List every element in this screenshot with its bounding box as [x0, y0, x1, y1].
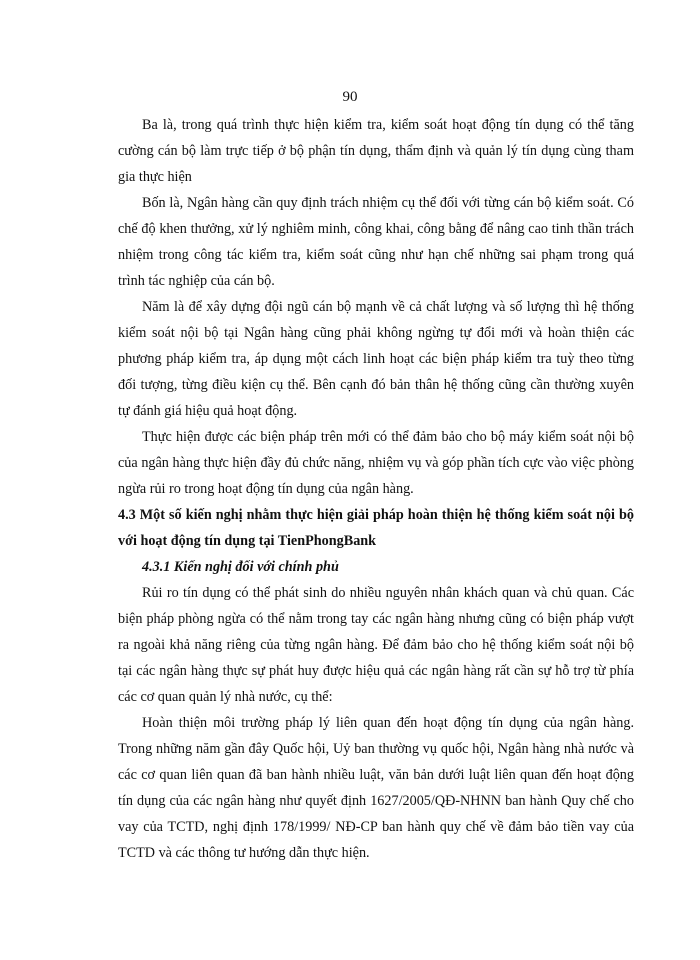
paragraph-1: Ba là, trong quá trình thực hiện kiểm tra, kiểm soát hoạt động tín dụng có thể tăng cường cán bộ làm trực tiếp ở bộ phận tín dụng, thẩm định và quản lý tín dụng cùng tham gia thực hiện [118, 117, 634, 185]
page-content [118, 112, 634, 866]
paragraph-2: Bốn là, Ngân hàng cần quy định trách nhiệm cụ thể đối với từng cán bộ kiểm soát. Có chế độ khen thưởng, xử lý nghiêm minh, công khai, công bằng để nâng cao tinh thần trách nhiệm trong công tác kiểm tra, kiểm soát cũng như hạn chế những sai phạm trong quá trình tác nghiệp của cán bộ. [118, 195, 634, 289]
paragraph-3: Năm là để xây dựng đội ngũ cán bộ mạnh về cả chất lượng và số lượng thì hệ thống kiểm soát nội bộ tại Ngân hàng cũng phải không ngừng tự đổi mới và hoàn thiện các phương pháp kiểm tra, áp dụng một cách linh hoạt các biện pháp kiểm tra tuỳ theo từng đối tượng, từng điều kiện cụ thể. Bên cạnh đó bản thân hệ thống cũng cần thường xuyên tự đánh giá hiệu quả hoạt động. [118, 299, 634, 419]
section-heading-4-3: 4.3 Một số kiến nghị nhằm thực hiện giải pháp hoàn thiện hệ thống kiểm soát nội bộ với hoạt động tín dụng tại TienPhongBank [118, 507, 634, 549]
page-number: 90 [342, 89, 358, 105]
paragraph-6: Hoàn thiện môi trường pháp lý liên quan đến hoạt động tín dụng của ngân hàng. Trong những năm gần đây Quốc hội, Uỷ ban thường vụ quốc hội, Ngân hàng nhà nước và các cơ quan liên quan đã ban hành nhiều luật, văn bản dưới luật liên quan đến hoạt động tín dụng của các ngân hàng như quyết định 1627/2005/QĐ-NHNN ban hành Quy chế cho vay của TCTD, nghị định 178/1999/ NĐ-CP ban hành quy chế về đảm bảo tiền vay của TCTD và các thông tư hướng dẫn thực hiện. [118, 715, 634, 861]
subsection-heading-4-3-1: 4.3.1 Kiến nghị đối với chính phủ [142, 559, 339, 575]
paragraph-5: Rủi ro tín dụng có thể phát sinh do nhiều nguyên nhân khách quan và chủ quan. Các biện pháp phòng ngừa có thể nằm trong tay các ngân hàng nhưng cũng có biện pháp vượt ra ngoài khả năng riêng của từng ngân hàng. Để đảm bảo cho hệ thống kiểm soát nội bộ tại các ngân hàng thực sự phát huy được hiệu quả các ngân hàng rất cần sự hỗ trợ từ phía các cơ quan quản lý nhà nước, cụ thể: [118, 585, 634, 705]
paragraph-4: Thực hiện được các biện pháp trên mới có thể đảm bảo cho bộ máy kiểm soát nội bộ của ngân hàng thực hiện đầy đủ chức năng, nhiệm vụ và góp phần tích cực vào việc phòng ngừa rủi ro trong hoạt động tín dụng của ngân hàng. [118, 429, 634, 497]
